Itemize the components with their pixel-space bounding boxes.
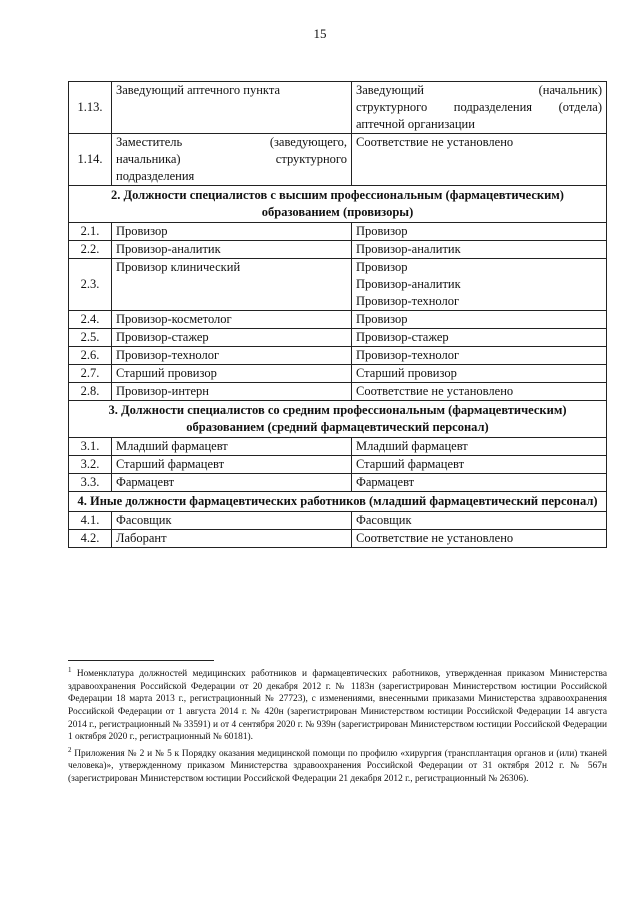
row-number: 1.13. bbox=[69, 82, 112, 134]
section-header bbox=[69, 401, 607, 438]
position-name: Фармацевт bbox=[112, 474, 352, 492]
position-name: Младший фармацевт bbox=[112, 438, 352, 456]
row-number: 2.3. bbox=[69, 259, 112, 311]
row-number: 2.1. bbox=[69, 223, 112, 241]
footnote-mark: 1 bbox=[68, 666, 72, 674]
position-line: Заведующий (начальник) bbox=[356, 83, 602, 97]
table-row bbox=[69, 347, 607, 365]
section-header bbox=[69, 492, 607, 512]
position-name: Провизор-интерн bbox=[112, 383, 352, 401]
position-line: Соответствие не установлено bbox=[356, 135, 514, 149]
footnote-text: Номенклатура должностей медицинских работников и фармацевтических работников, утвержденная приказом Министерства здравоохранения Российской Федерации от 20 декабря 2012 г. № 1183н (зарегистрирован Министерством юстиции Российской Федерации 18 марта 2013 г., регистрационный № 27723), с изменениями, внесенными приказами Министерства здравоохранения Российской Федерации от 1 августа 2014 г. № 420н (зарегистрирован Министерством юстиции Российской Федерации 14 августа 2014 г., регистрационный № 33591) и от 4 сентября 2020 г. № 939н (зарегистрирован Министерством юстиции Российской Федерации 1 октября 2020 г., регистрационный № 60181). bbox=[68, 669, 607, 743]
table-row bbox=[69, 329, 607, 347]
matching-position: Провизор-технолог bbox=[352, 347, 607, 365]
matching-position: Провизор bbox=[352, 223, 607, 241]
position-name: Старший фармацевт bbox=[112, 456, 352, 474]
position-name: Провизор-косметолог bbox=[112, 311, 352, 329]
row-number: 4.1. bbox=[69, 512, 112, 530]
matching-position: Провизор-аналитик bbox=[352, 241, 607, 259]
row-number: 2.2. bbox=[69, 241, 112, 259]
matching-position bbox=[352, 134, 607, 186]
row-number: 1.14. bbox=[69, 134, 112, 186]
matching-position: Провизор bbox=[352, 311, 607, 329]
position-name: Фасовщик bbox=[112, 512, 352, 530]
matching-position: Провизор-стажер bbox=[352, 329, 607, 347]
matching-position: Младший фармацевт bbox=[352, 438, 607, 456]
footnotes bbox=[68, 664, 607, 786]
position-line: структурного подразделения (отдела) bbox=[356, 100, 602, 114]
position-name: Провизор-технолог bbox=[112, 347, 352, 365]
position-line: Заместитель (заведующего, bbox=[116, 135, 347, 149]
table-row bbox=[69, 134, 607, 186]
row-number: 4.2. bbox=[69, 530, 112, 548]
position-name bbox=[112, 82, 352, 134]
table-row bbox=[69, 438, 607, 456]
row-number: 2.8. bbox=[69, 383, 112, 401]
row-number: 3.1. bbox=[69, 438, 112, 456]
position-name: Провизор bbox=[112, 223, 352, 241]
position-line: подразделения bbox=[116, 169, 195, 183]
position-name: Старший провизор bbox=[112, 365, 352, 383]
matching-position bbox=[352, 259, 607, 311]
row-number: 3.3. bbox=[69, 474, 112, 492]
footnote-divider bbox=[68, 660, 214, 661]
positions-table bbox=[68, 81, 607, 548]
table-row bbox=[69, 365, 607, 383]
table-row bbox=[69, 383, 607, 401]
row-number: 2.5. bbox=[69, 329, 112, 347]
table-row bbox=[69, 530, 607, 548]
position-line: Провизор bbox=[356, 260, 408, 274]
table-row bbox=[69, 259, 607, 311]
position-line: Провизор-технолог bbox=[356, 294, 460, 308]
position-line: Провизор-аналитик bbox=[356, 277, 461, 291]
matching-position: Соответствие не установлено bbox=[352, 530, 607, 548]
section-header bbox=[69, 186, 607, 223]
page-number: 15 bbox=[313, 26, 327, 41]
row-number: 2.7. bbox=[69, 365, 112, 383]
position-name bbox=[112, 134, 352, 186]
position-name: Провизор клинический bbox=[112, 259, 352, 311]
section-title: 4. Иные должности фармацевтических работников (младший фармацевтический персонал) bbox=[69, 492, 607, 512]
position-name: Провизор-аналитик bbox=[112, 241, 352, 259]
position-name: Провизор-стажер bbox=[112, 329, 352, 347]
matching-position: Соответствие не установлено bbox=[352, 383, 607, 401]
footnote-text: Приложения № 2 и № 5 к Порядку оказания медицинской помощи по профилю «хирургия (трансплантация органов и (или) тканей человека)», утвержденному приказом Министерства здравоохранения Российской Федерации от 31 октября 2012 г. № 567н (зарегистрирован Министерством юстиции Российской Федерации 21 декабря 2012 г., регистрационный № 26306). bbox=[68, 748, 607, 784]
matching-position: Фармацевт bbox=[352, 474, 607, 492]
table-row bbox=[69, 82, 607, 134]
position-line: Заведующий аптечного пункта bbox=[116, 83, 280, 97]
matching-position: Старший провизор bbox=[352, 365, 607, 383]
footnote-mark: 2 bbox=[68, 745, 72, 754]
table-row bbox=[69, 456, 607, 474]
matching-position: Фасовщик bbox=[352, 512, 607, 530]
matching-position bbox=[352, 82, 607, 134]
row-number: 2.6. bbox=[69, 347, 112, 365]
section-title: 3. Должности специалистов со средним профессиональным (фармацевтическим) образованием (средний фармацевтический персонал) bbox=[69, 401, 607, 438]
position-line: аптечной организации bbox=[356, 117, 475, 131]
section-title: 2. Должности специалистов с высшим профессиональным (фармацевтическим) образованием (провизоры) bbox=[69, 186, 607, 223]
table-row bbox=[69, 241, 607, 259]
position-name: Лаборант bbox=[112, 530, 352, 548]
matching-position: Старший фармацевт bbox=[352, 456, 607, 474]
footnote-2 bbox=[68, 744, 607, 786]
footnote-1 bbox=[68, 664, 607, 744]
position-line: начальника) структурного bbox=[116, 152, 347, 166]
table-row bbox=[69, 223, 607, 241]
row-number: 3.2. bbox=[69, 456, 112, 474]
table-row bbox=[69, 311, 607, 329]
table-row bbox=[69, 512, 607, 530]
table-row bbox=[69, 474, 607, 492]
row-number: 2.4. bbox=[69, 311, 112, 329]
